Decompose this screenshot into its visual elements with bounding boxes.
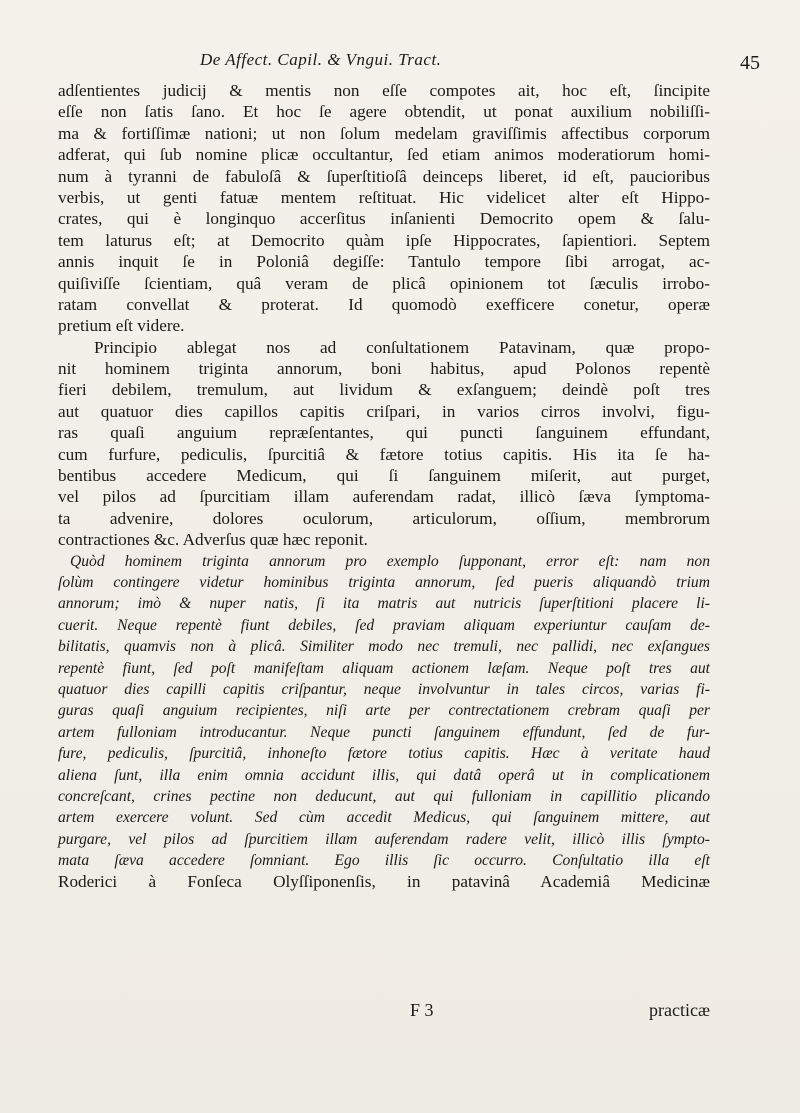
text-line: vel pilos ad ſpurcitiam illam auferendam radat, illicò ſæva ſymptoma- — [58, 487, 710, 507]
text-line: ras quaſi anguium repræſentantes, qui puncti ſanguinem effundant, — [58, 423, 710, 443]
quote-line: ſolùm contingere videtur hominibus triginta annorum, ſed pueris aliquandò trium — [58, 573, 710, 591]
text-line: ma & fortiſſimæ nationi; ut non ſolum medelam graviſſimis affectibus corporum — [58, 123, 710, 143]
text-line: pretium eſt videre. — [58, 316, 185, 336]
quote-line: purgare, vel pilos ad ſpurcitiem illam auferendam radere velit, illicò illis ſympto- — [58, 830, 710, 848]
quote-line: quatuor dies capilli capitis criſpantur, neque involvuntur in tales circos, varias fi- — [58, 680, 710, 698]
quote-line: repentè fiunt, ſed poſt manifeſtam aliquam actionem læſam. Neque poſt tres aut — [58, 659, 710, 677]
text-line: fieri debilem, tremulum, aut lividum & exſanguem; deindè poſt tres — [58, 380, 710, 400]
quote-line: bilitatis, quamvis non à plicâ. Similiter modo nec tremuli, nec pallidi, nec exſangues — [58, 638, 710, 656]
quote-line: mata ſæva accedere ſomniant. Ego illis ſic occurro. Conſultatio illa eſt — [58, 852, 710, 870]
quote-line: fure, pediculis, ſpurcitiâ, inhoneſto fætore totius capitis. Hæc à veritate haud — [58, 745, 710, 763]
text-line: adſentientes judicij & mentis non eſſe compotes ait, hoc eſt, ſincipite — [58, 81, 710, 100]
text-line: aut quatuor dies capillos capitis criſpari, in varios cirros involvi, figu- — [58, 401, 710, 421]
quote-line: artem exercere volunt. Sed cùm accedit Medicus, qui ſanguinem mittere, aut — [58, 809, 710, 827]
text-line: eſſe non ſatis ſano. Et hoc ſe agere obtendit, ut ponat auxilium nobiliſſi- — [58, 102, 710, 122]
text-line: num à tyranni de fabuloſâ & ſuperſtitioſâ deinceps liberet, id eſt, paucioribus — [58, 166, 710, 186]
text-line: ta advenire, dolores oculorum, articulorum, oſſium, membrorum — [58, 508, 710, 528]
text-line: cum furfure, pediculis, ſpurcitiâ & fætore totius capitis. His ita ſe ha- — [58, 444, 710, 464]
running-head: De Affect. Capil. & Vngui. Tract. — [200, 50, 442, 69]
quote-line: concreſcant, crines pectine non deducunt, aut qui fulloniam in capillitio plicando — [58, 787, 710, 805]
quote-line: artem fulloniam introducantur. Neque puncti ſanguinem effundunt, ſed de fur- — [58, 723, 710, 741]
text-line: contractiones &c. Adverſus quæ hæc reponit. — [58, 530, 368, 550]
text-line: ratam convellat & proterat. Id quomodò exefficere conetur, operæ — [58, 294, 710, 314]
catchword: practicæ — [649, 1000, 710, 1020]
text-line: tem laturus eſt; at Democrito quàm ipſe Hippocrates, ſapientiori. Septem — [58, 230, 710, 250]
text-line: Principio ablegat nos ad conſultationem Patavinam, quæ propo- — [94, 337, 710, 357]
quote-line: guras quaſi anguium recipientes, niſi arte per contrectationem crebram quaſi per — [58, 702, 710, 720]
quote-line: aliena ſunt, illa enim omnia accidunt illis, qui datâ operâ ut in complicationem — [58, 766, 710, 784]
text-line: crates, qui è longinquo accerſitus inſanienti Democrito opem & ſalu- — [58, 209, 710, 229]
page-header — [200, 50, 760, 78]
text-line: quiſiviſſe ſcientiam, quâ veram de plicâ opinionem tot ſæculis irrobo- — [58, 273, 710, 293]
text-line: Roderici à Fonſeca Olyſſiponenſis, in patavinâ Academiâ Medicinæ — [58, 872, 710, 892]
page-footer — [58, 1000, 710, 1026]
signature-mark: F 3 — [410, 1000, 434, 1020]
quote-line: cuerit. Neque repentè fiunt debiles, ſed praviam aliquam experiuntur cauſam de- — [58, 616, 710, 634]
quote-line: Quòd hominem triginta annorum pro exemplo ſupponant, error eſt: nam non — [70, 552, 710, 570]
text-line: bentibus accedere Medicum, qui ſi ſanguinem miſerit, aut purget, — [58, 466, 710, 486]
text-line: adferat, qui ſub nomine plicæ occultantur, ſed etiam animos moderatiorum homi- — [58, 145, 710, 165]
page-number: 45 — [740, 52, 760, 74]
text-line: nit hominem triginta annorum, boni habitus, apud Polonos repentè — [58, 359, 710, 379]
text-line: annis inquit ſe in Poloniâ degiſſe: Tantulo tempore ſibi arrogat, ac- — [58, 252, 710, 272]
text-line: verbis, ut genti fatuæ mentem reſtituat. Hic videlicet alter eſt Hippo- — [58, 187, 710, 207]
quote-line: annorum; imò & nuper natis, ſi ita matris aut nutricis ſuperſtitioni placere li- — [58, 595, 710, 613]
body-text — [58, 80, 710, 893]
